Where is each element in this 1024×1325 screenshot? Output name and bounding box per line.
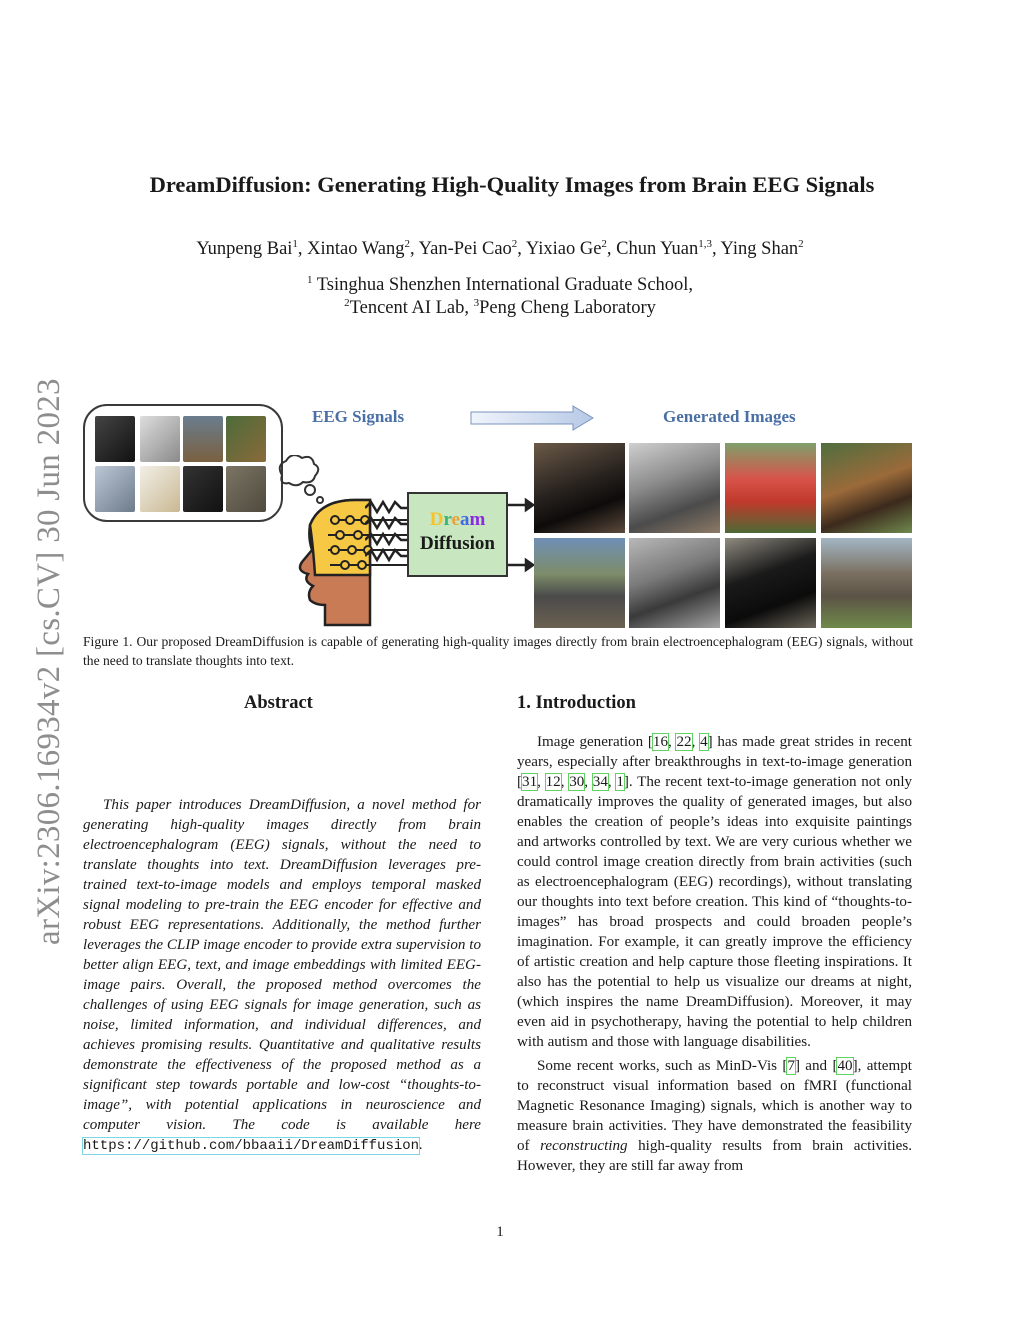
intro-paragraph-2: [517, 1056, 912, 1176]
citation-link[interactable]: 4: [700, 734, 708, 750]
thumbnail-car: [95, 466, 135, 512]
dreamdiffusion-box: [407, 492, 508, 577]
citation-link[interactable]: 22: [676, 734, 692, 750]
abstract-text: This paper introduces DreamDiffusion, a novel method for generating high-quality images directly from brain electroencephalogram (EEG) signals, without the need to translate thoughts into text. DreamDiffusion leverages pre-trained text-to-image models and employs temporal masked signal modeling to pre-train the EEG encoder for effective and robust EEG representations. Additionally, the method further leverages the CLIP image encoder to provide extra supervision to better align EEG, text, and image embeddings with limited EEG-image pairs. Overall, the proposed method overcomes the challenges of using EEG signals for image generation, such as noise, limited information, and individual differences, and achieves promising results. Quantitative and qualitative results demonstrate the effectiveness of the proposed method as a significant step towards portable and low-cost “thoughts-to-image”, with potential applications in neuroscience and computer vision. The code is available here: [83, 797, 481, 1133]
citation-link[interactable]: 16: [652, 734, 668, 750]
thumbnail-tent: [183, 416, 223, 462]
eeg-signal-wires: [365, 490, 410, 580]
thumbnail-electronics: [140, 416, 180, 462]
text-span: high-quality results from brain activities. However, they are still far away from: [517, 1138, 912, 1174]
arrow-right-icon: [470, 405, 595, 431]
abstract-period: .: [419, 1137, 423, 1153]
introduction-heading: 1. Introduction: [517, 693, 636, 713]
author: Xintao Wang: [307, 239, 405, 259]
author: Ying Shan: [720, 239, 799, 259]
text-span: ]. The recent text-to-image generation not only dramatically improves the quality of generated images, but also enables the creation of people’s ideas into exquisite paintings and artworks controlled by text. We are very curious whether we could control image creation directly from brain activities (such as electroencephalogram (EEG) recordings), without translating our thoughts into text before creation. This kind of “thoughts-to-images” has broad prospects and could broaden people’s imagination. For example, it can greatly improve the efficiency of artistic creation and help capture those fleeting inspirations. It also has the potential to help us visualize our dreams at night, (which inspires the name DreamDiffusion). Moreover, it may even aid in psychotherapy, having the potential to help children with autism and those with language disabilities.: [517, 774, 913, 1050]
author-affiliation-mark: 2: [601, 238, 607, 250]
text-span: ] and [: [794, 1058, 838, 1074]
affiliation-line-1: [0, 275, 1000, 296]
paper-title: DreamDiffusion: Generating High-Quality Images from Brain EEG Signals: [149, 172, 875, 197]
arxiv-identifier: arXiv:2306.16934v2 [cs.CV] 30 Jun 2023: [31, 378, 67, 945]
introduction-body: [517, 732, 912, 1180]
affiliation-mark: 1: [306, 274, 313, 286]
abstract-heading: Abstract: [244, 693, 313, 713]
author-affiliation-mark: 1,3: [698, 238, 712, 250]
affiliation-mark: 3: [473, 297, 480, 309]
generated-image-car: [534, 538, 625, 628]
citation-link[interactable]: 1: [616, 774, 624, 790]
dream-letter: r: [443, 509, 452, 530]
page-number: 1: [496, 1224, 504, 1240]
generated-image-piano: [534, 443, 625, 533]
text-span: ], attempt to reconstruct visual information based on fMRI (functional Magnetic Resonance Imaging) signals, which is another way to measure brain activities. They have demonstrated the feasibility of: [517, 1058, 912, 1154]
author-affiliation-mark: 2: [404, 238, 411, 250]
citation-link[interactable]: 12: [545, 774, 561, 790]
citation-link[interactable]: 34: [592, 774, 608, 790]
text-span: Image generation [: [537, 734, 653, 750]
author-affiliation-mark: 2: [798, 238, 804, 250]
affiliation-3: Peng Cheng Laboratory: [479, 298, 656, 318]
model-name-diffusion: Diffusion: [420, 533, 495, 554]
author: Chun Yuan: [616, 239, 699, 259]
author-list: Yunpeng Bai$^1$, Xintao Wang$^2$, Yan-Pei Cao$^2$, Yixiao Ge$^2$, Chun Yuan$^{1,3}$, Ying Shan$^2$: [196, 238, 804, 259]
affiliation-2: Tencent AI Lab,: [349, 298, 470, 318]
intro-paragraph-1: Image generation [16, 22, 4] has made great strides in recent years, especially after breakthroughs in text-to-image generation [31, 12, 30, 34, 1]. The recent text-to-image generation not only dramatically improves the quality of generated images, but also enables the creation of people’s ideas into exquisite paintings and artworks controlled by text. We are very curious whether we could control image creation directly from brain activities (such as electroencephalogram (EEG) recordings), without translating our thoughts into text before creation. This kind of “thoughts-to-images” has broad prospects and could broaden people’s imagination. For example, it can greatly improve the efficiency of artistic creation and help capture those fleeting inspirations. It also has the potential to help us visualize our dreams at night, (which inspires the name DreamDiffusion). Moreover, it may even aid in psychotherapy, having the potential to help children with autism and those with language disabilities.: [517, 734, 913, 1050]
generated-image-computer: [629, 443, 720, 533]
generated-image-elephant: [821, 538, 912, 628]
figure-caption: Figure 1. Our proposed DreamDiffusion is capable of generating high-quality images directly from brain electroencephalogram (EEG) signals, without the need to translate thoughts into text.: [83, 634, 913, 668]
citation-link[interactable]: 30: [569, 774, 585, 790]
emphasis: reconstructing: [540, 1138, 628, 1154]
author-affiliation-mark: 1: [292, 238, 298, 250]
author: Yan-Pei Cao: [418, 239, 512, 259]
eeg-signals-label: EEG Signals: [312, 407, 405, 426]
output-arrows: [508, 490, 534, 580]
thumbnail-chair: [140, 466, 180, 512]
author: Yixiao Ge: [525, 239, 602, 259]
thumbnail-elephant: [226, 466, 266, 512]
affiliation-mark: 2: [344, 297, 350, 309]
author-affiliation-mark: 2: [511, 238, 518, 250]
generated-images-label: Generated Images: [663, 407, 796, 426]
dream-letter: a: [459, 509, 470, 530]
dream-letter: e: [451, 509, 460, 530]
thumbnail-dog: [226, 416, 266, 462]
dream-letter: m: [469, 509, 486, 530]
thumbnail-piano: [95, 416, 135, 462]
citation-link[interactable]: 40: [837, 1058, 853, 1074]
dream-letter: D: [429, 509, 444, 530]
code-link[interactable]: https://github.com/bbaaii/DreamDiffusion: [83, 1138, 420, 1154]
generated-image-camera: [725, 538, 816, 628]
abstract-body: [83, 795, 481, 1156]
thought-bubble: [83, 404, 283, 522]
generated-image-tent: [725, 443, 816, 533]
text-span: ] has made great strides in recent years, especially after breakthroughs in text-to-image generation [: [517, 734, 912, 790]
author: Yunpeng Bai: [196, 239, 293, 259]
generated-image-dog: [821, 443, 912, 533]
thumbnail-camera: [183, 466, 223, 512]
affiliation-line-2: [0, 298, 1000, 319]
model-name-dream: [409, 509, 506, 531]
thought-cloud-icon: [280, 455, 323, 503]
text-span: Some recent works, such as MinD-Vis [: [537, 1058, 788, 1074]
generated-image-chair: [629, 538, 720, 628]
affiliation-1: Tsinghua Shenzhen International Graduate School,: [316, 275, 694, 295]
citation-link[interactable]: 7: [787, 1058, 795, 1074]
citation-link[interactable]: 31: [522, 774, 538, 790]
